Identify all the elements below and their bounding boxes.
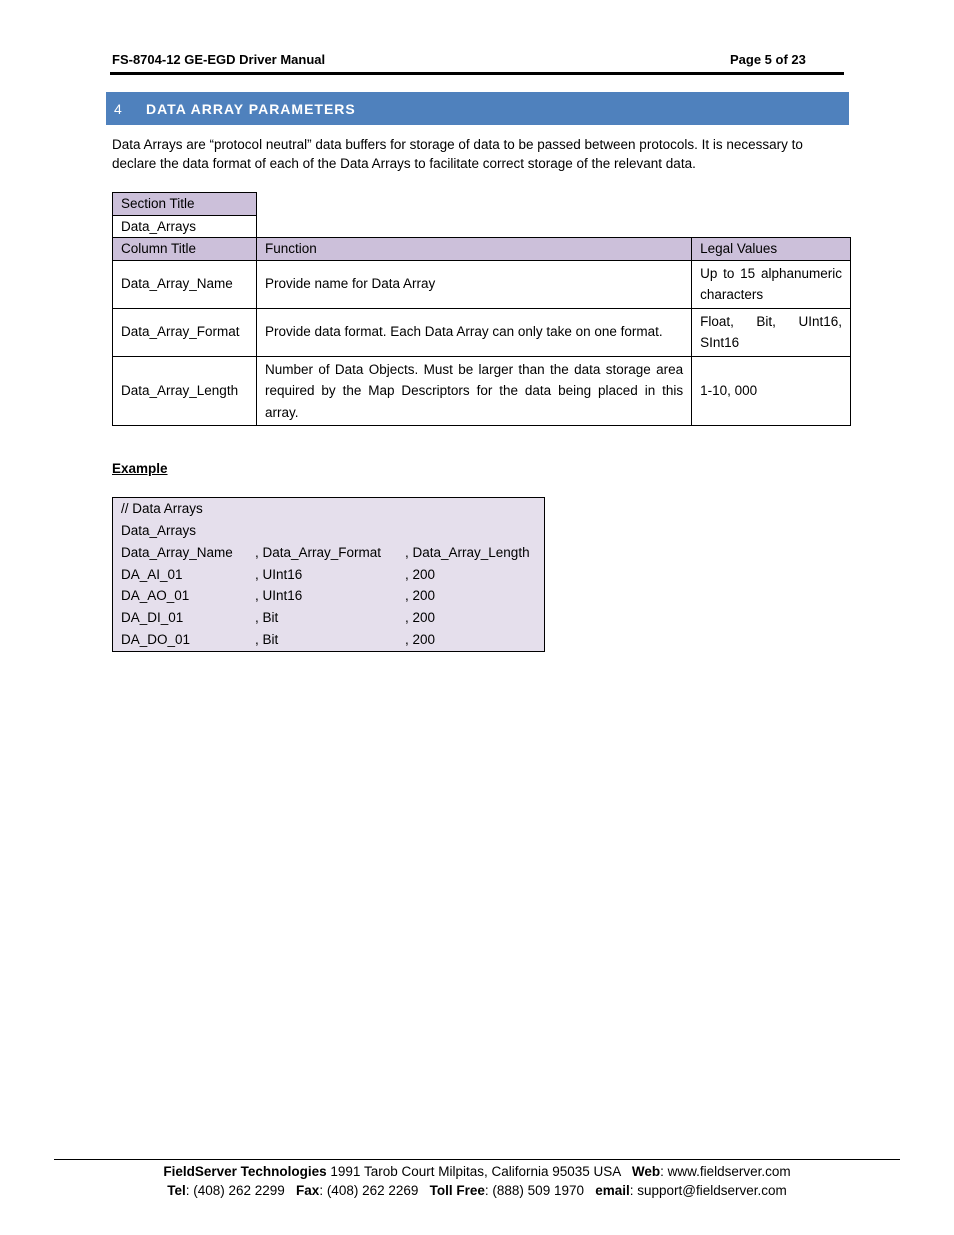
footer-line-2 xyxy=(0,1181,954,1200)
example-row-length: , 200 xyxy=(405,610,436,625)
footer-line-1 xyxy=(0,1162,954,1181)
column-header-column-title: Column Title xyxy=(113,238,257,261)
example-row-name: DA_AO_01 xyxy=(121,588,190,603)
intro-paragraph: Data Arrays are “protocol neutral” data buffers for storage of data to be passed between protocols. It is necessary to declare the data format of each of the Data Arrays to facilitate correct storage of the relevant data. xyxy=(112,137,803,171)
table-row xyxy=(113,260,851,308)
row-column-title: Data_Array_Name xyxy=(113,260,257,308)
section-heading xyxy=(106,92,849,125)
example-row-length: , 200 xyxy=(405,632,436,647)
example-header-name: Data_Array_Name xyxy=(121,545,233,560)
row-function: Provide name for Data Array xyxy=(256,260,691,308)
example-row-format: , UInt16 xyxy=(255,588,303,603)
footer-address: 1991 Tarob Court Milpitas, California 95035 USA xyxy=(326,1164,632,1179)
example-comment: // Data Arrays xyxy=(121,501,203,516)
row-function: Provide data format. Each Data Array can only take on one format. xyxy=(256,308,691,356)
footer-tollfree: : (888) 509 1970 xyxy=(484,1183,596,1198)
footer-tollfree-label: Toll Free xyxy=(429,1183,485,1198)
section-number: 4 xyxy=(114,100,122,117)
footer-email-label: email xyxy=(595,1183,630,1198)
row-legal-values: 1-10, 000 xyxy=(692,356,851,426)
row-legal-values: Up to 15 alphanumeric characters xyxy=(692,260,851,308)
footer-web-label: Web xyxy=(631,1164,661,1179)
example-row-format: , Bit xyxy=(255,632,279,647)
footer-company: FieldServer Technologies xyxy=(163,1164,327,1179)
example-code-box xyxy=(112,497,545,652)
example-header-length: , Data_Array_Length xyxy=(405,545,530,560)
example-row-name: DA_AI_01 xyxy=(121,567,183,582)
table-row xyxy=(113,356,851,426)
footer-fax-label: Fax xyxy=(296,1183,320,1198)
row-column-title: Data_Array_Format xyxy=(113,308,257,356)
footer-web[interactable]: : www.fieldserver.com xyxy=(660,1164,791,1179)
footer-tel-label: Tel xyxy=(167,1183,186,1198)
section-title: DATA ARRAY PARAMETERS xyxy=(146,100,356,117)
section-title-table xyxy=(112,192,257,238)
example-section: Data_Arrays xyxy=(121,523,197,538)
footer-fax: : (408) 262 2269 xyxy=(319,1183,430,1198)
row-function: Number of Data Objects. Must be larger than the data storage area required by the Map Descriptors for the data being placed in this array. xyxy=(256,356,691,426)
page-number: Page 5 of 23 xyxy=(730,52,806,67)
footer-rule xyxy=(54,1159,900,1160)
example-label: Example xyxy=(112,461,168,476)
example-row-length: , 200 xyxy=(405,567,436,582)
example-row-format: , UInt16 xyxy=(255,567,303,582)
footer-tel: : (408) 262 2299 xyxy=(185,1183,297,1198)
example-row-format: , Bit xyxy=(255,610,279,625)
example-row-name: DA_DI_01 xyxy=(121,610,184,625)
section-title-header: Section Title xyxy=(113,193,257,216)
column-header-function: Function xyxy=(256,238,691,261)
header-rule xyxy=(110,72,844,75)
example-row-length: , 200 xyxy=(405,588,436,603)
example-header-format: , Data_Array_Format xyxy=(255,545,382,560)
document-title: FS-8704-12 GE-EGD Driver Manual xyxy=(112,52,326,67)
example-row-name: DA_DO_01 xyxy=(121,632,191,647)
table-row xyxy=(113,308,851,356)
footer-email[interactable]: : support@fieldserver.com xyxy=(629,1183,787,1198)
row-column-title: Data_Array_Length xyxy=(113,356,257,426)
section-title-value: Data_Arrays xyxy=(113,215,257,238)
parameter-table xyxy=(112,237,851,426)
column-header-legal-values: Legal Values xyxy=(692,238,851,261)
row-legal-values: Float, Bit, UInt16, SInt16 xyxy=(692,308,851,356)
